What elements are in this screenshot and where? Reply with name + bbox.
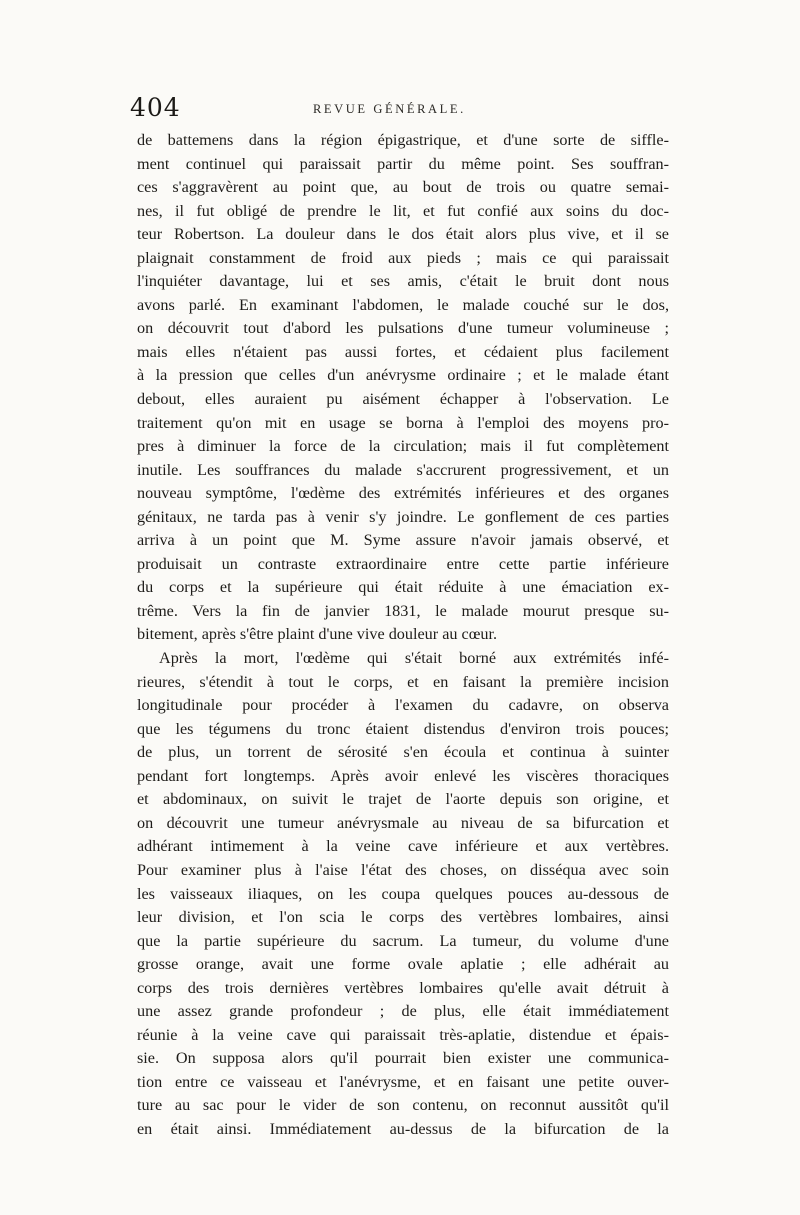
- text-line: plaignait constamment de froid aux pieds ; mais ce qui paraissait: [137, 248, 669, 267]
- page-header: [130, 93, 670, 127]
- text-line: du corps et la supérieure qui était réduite à une émaciation ex-: [137, 578, 669, 597]
- running-head: REVUE GÉNÉRALE.: [313, 102, 466, 116]
- text-line: avons parlé. En examinant l'abdomen, le malade couché sur le dos,: [137, 295, 669, 314]
- text-line: une assez grande profondeur ; de plus, elle était immédiatement: [137, 1002, 669, 1021]
- text-line: Après la mort, l'œdème qui s'était borné aux extrémités infé-: [159, 649, 669, 668]
- text-line: debout, elles auraient pu aisément échapper à l'observation. Le: [137, 390, 669, 409]
- text-line: ces s'aggravèrent au point que, au bout de trois ou quatre semai-: [137, 178, 669, 197]
- text-line: inutile. Les souffrances du malade s'accrurent progressivement, et un: [137, 460, 669, 479]
- text-line: pendant fort longtemps. Après avoir enlevé les viscères thoraciques: [137, 766, 669, 785]
- text-line: réunie à la veine cave qui paraissait très-aplatie, distendue et épais-: [137, 1025, 669, 1044]
- text-line: que les tégumens du tronc étaient distendus d'environ trois pouces;: [137, 719, 669, 738]
- text-line: en était ainsi. Immédiatement au-dessus de la bifurcation de la: [137, 1119, 669, 1138]
- text-line: de plus, un torrent de sérosité s'en écoula et continua à suinter: [137, 743, 669, 762]
- text-line: génitaux, ne tarda pas à venir s'y joindre. Le gonflement de ces parties: [137, 507, 669, 526]
- text-line: ment continuel qui paraissait partir du même point. Ses souffran-: [137, 154, 669, 173]
- text-line: grosse orange, avait une forme ovale aplatie ; elle adhérait au: [137, 955, 669, 974]
- text-line: leur division, et l'on scia le corps des vertèbres lombaires, ainsi: [137, 908, 669, 927]
- text-line: Pour examiner plus à l'aise l'état des choses, on disséqua avec soin: [137, 860, 669, 879]
- text-line: mais elles n'étaient pas aussi fortes, et cédaient plus facilement: [137, 342, 669, 361]
- text-line: tion entre ce vaisseau et l'anévrysme, et en faisant une petite ouver-: [137, 1072, 669, 1091]
- text-line: trême. Vers la fin de janvier 1831, le malade mourut presque su-: [137, 601, 669, 620]
- text-line: longitudinale pour procéder à l'examen du cadavre, on observa: [137, 696, 669, 715]
- text-line: arriva à un point que M. Syme assure n'avoir jamais observé, et: [137, 531, 669, 550]
- text-line: les vaisseaux iliaques, on les coupa quelques pouces au-dessous de: [137, 884, 669, 903]
- text-line: sie. On supposa alors qu'il pourrait bien exister une communica-: [137, 1049, 669, 1068]
- text-line: à la pression que celles d'un anévrysme ordinaire ; et le malade étant: [137, 366, 669, 385]
- text-line: et abdominaux, on suivit le trajet de l'aorte depuis son origine, et: [137, 790, 669, 809]
- text-line: produisait un contraste extraordinaire entre cette partie inférieure: [137, 554, 669, 573]
- text-line: traitement qu'on mit en usage se borna à l'emploi des moyens pro-: [137, 413, 669, 432]
- text-line: adhérant intimement à la veine cave inférieure et aux vertèbres.: [137, 837, 669, 856]
- text-line: nes, il fut obligé de prendre le lit, et fut confié aux soins du doc-: [137, 201, 669, 220]
- body-text: [137, 129, 669, 1142]
- text-line: teur Robertson. La douleur dans le dos était alors plus vive, et il se: [137, 225, 669, 244]
- text-line: l'inquiéter davantage, lui et ses amis, c'était le bruit dont nous: [137, 272, 669, 291]
- text-line: que la partie supérieure du sacrum. La tumeur, du volume d'une: [137, 931, 669, 950]
- text-line: nouveau symptôme, l'œdème des extrémités inférieures et des organes: [137, 484, 669, 503]
- text-line: corps des trois dernières vertèbres lombaires qu'elle avait détruit à: [137, 978, 669, 997]
- text-line: bitement, après s'être plaint d'une vive douleur au cœur.: [137, 625, 498, 644]
- page-number: 404: [130, 93, 181, 122]
- text-line: on découvrit tout d'abord les pulsations d'une tumeur volumineuse ;: [137, 319, 669, 338]
- text-line: ture au sac pour le vider de son contenu, on reconnut aussitôt qu'il: [137, 1096, 669, 1115]
- text-line: on découvrit une tumeur anévrysmale au niveau de sa bifurcation et: [137, 813, 669, 832]
- text-line: de battemens dans la région épigastrique, et d'une sorte de siffle-: [137, 131, 669, 149]
- text-line: pres à diminuer la force de la circulation; mais il fut complètement: [137, 437, 669, 456]
- text-line: rieures, s'étendit à tout le corps, et en faisant la première incision: [137, 672, 669, 691]
